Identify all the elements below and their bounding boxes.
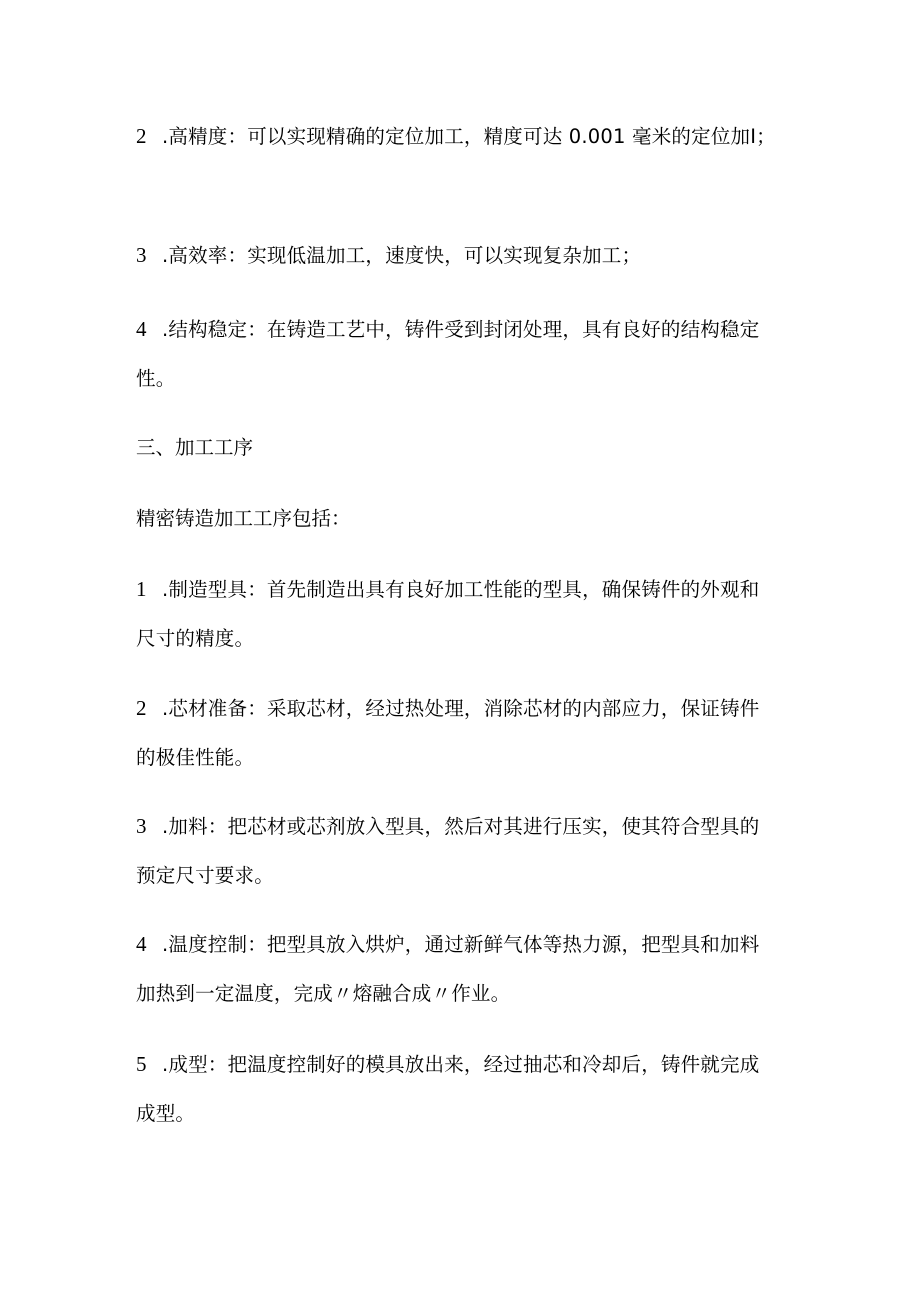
- item-text: .高精度：可以实现精确的定位加工，精度可达 0.001 毫米的定位加I；: [162, 125, 776, 148]
- list-item: [136, 1040, 776, 1138]
- list-item: [136, 802, 776, 900]
- list-item: [136, 231, 776, 280]
- item-text: .高效率：实现低温加工，速度快，可以实现复杂加工；: [162, 244, 642, 267]
- item-number: 1: [136, 577, 147, 601]
- list-item: [136, 920, 776, 1018]
- item-number: 3: [136, 243, 147, 267]
- item-text: .芯材准备：采取芯材，经过热处理，消除芯材的内部应力，保证铸件的极佳性能。: [136, 697, 760, 769]
- item-number: 4: [136, 932, 147, 956]
- list-item: [136, 684, 776, 782]
- item-text: .制造型具：首先制造出具有良好加工性能的型具，确保铸件的外观和尺寸的精度。: [136, 578, 760, 650]
- item-number: 2: [136, 124, 147, 148]
- list-item: [136, 305, 776, 403]
- list-item: [136, 112, 776, 161]
- item-number: 4: [136, 317, 147, 341]
- item-number: 5: [136, 1052, 147, 1076]
- section-heading: 三、加工工序: [136, 436, 254, 459]
- item-text: .结构稳定：在铸造工艺中，铸件受到封闭处理，具有良好的结构稳定性。: [136, 318, 760, 390]
- item-text: .加料：把芯材或芯剂放入型具，然后对其进行压实，使其符合型具的预定尺寸要求。: [136, 815, 760, 887]
- item-text: .成型：把温度控制好的模具放出来，经过抽芯和冷却后，铸件就完成成型。: [136, 1053, 760, 1125]
- item-number: 2: [136, 696, 147, 720]
- item-text: .温度控制：把型具放入烘炉，通过新鲜气体等热力源，把型具和加料加热到一定温度，完成〃熔融合成〃作业。: [136, 933, 760, 1005]
- list-item: [136, 565, 776, 663]
- section-intro: 精密铸造加工工序包括：: [136, 507, 351, 530]
- item-number: 3: [136, 814, 147, 838]
